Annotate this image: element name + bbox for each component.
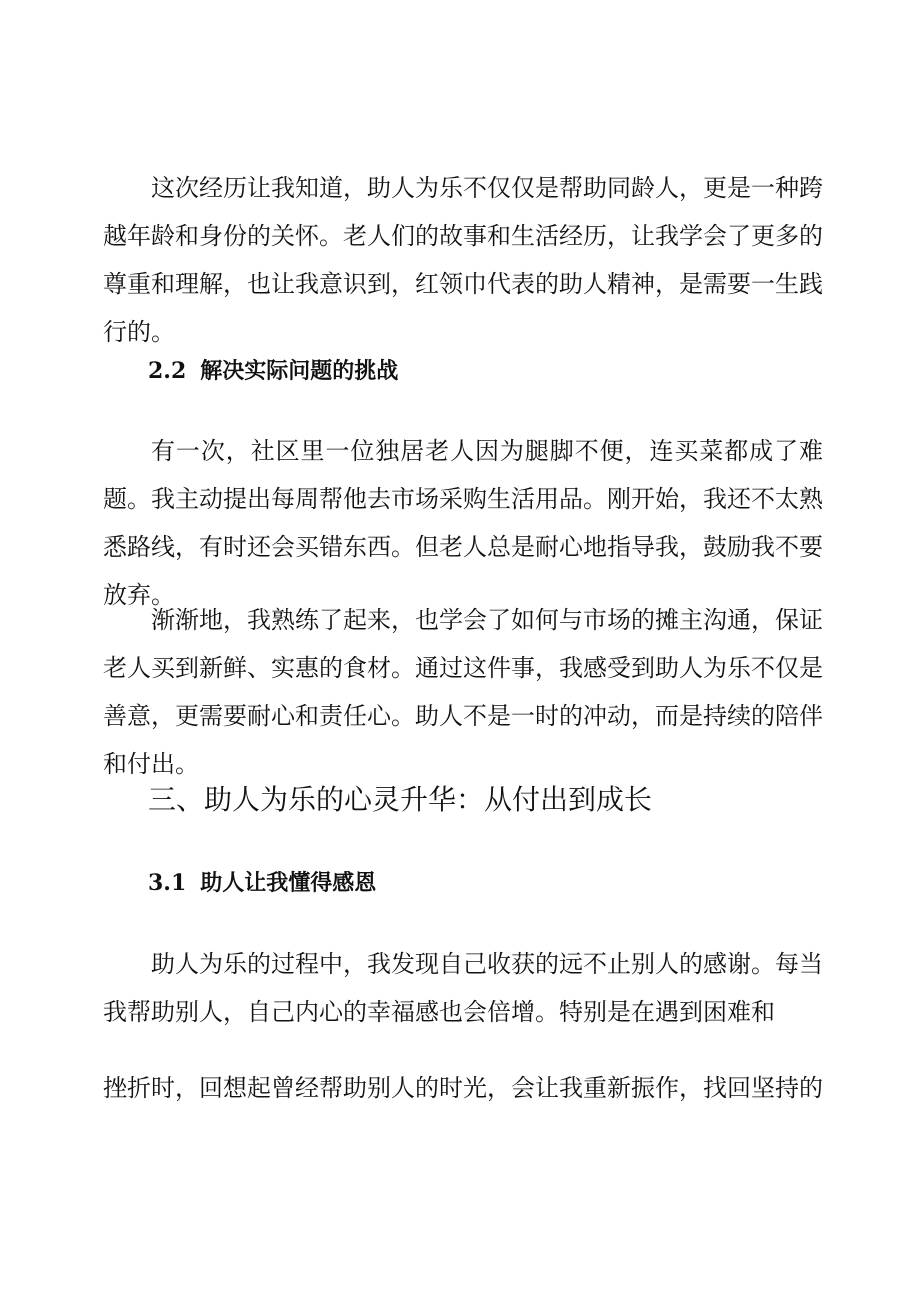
section-heading-3-1 <box>148 868 376 899</box>
paragraph-market-skills: 渐渐地，我熟练了起来，也学会了如何与市场的摊主沟通，保证老人买到新鲜、实惠的食材。通过这件事，我感受到助人为乐不仅是善意，更需要耐心和责任心。助人不是一时的冲动，而是持续的陪伴和付出。 <box>103 606 823 778</box>
chapter-heading-3: 三、助人为乐的心灵升华：从付出到成长 <box>148 783 653 816</box>
paragraph-continuation: 挫折时，回想起曾经帮助别人的时光，会让我重新振作，找回坚持的 <box>103 1074 823 1102</box>
section-number: 3.1 <box>148 870 187 896</box>
section-heading-2-2 <box>148 356 398 387</box>
paragraph-experience: 这次经历让我知道，助人为乐不仅仅是帮助同龄人，更是一种跨越年龄和身份的关怀。老人们的故事和生活经历，让我学会了更多的尊重和理解，也让我意识到，红领巾代表的助人精神，是需要一生践行的。 <box>103 174 823 346</box>
section-title: 助人让我懂得感恩 <box>200 871 377 896</box>
section-title: 解决实际问题的挑战 <box>200 359 399 384</box>
paragraph-gratitude: 助人为乐的过程中，我发现自己收获的远不止别人的感谢。每当我帮助别人，自己内心的幸福感也会倍增。特别是在遇到困难和 <box>103 950 823 1026</box>
section-number: 2.2 <box>148 358 187 384</box>
paragraph-elderly-groceries: 有一次，社区里一位独居老人因为腿脚不便，连买菜都成了难题。我主动提出每周帮他去市场采购生活用品。刚开始，我还不太熟悉路线，有时还会买错东西。但老人总是耐心地指导我，鼓励我不要放弃。 <box>103 437 823 609</box>
